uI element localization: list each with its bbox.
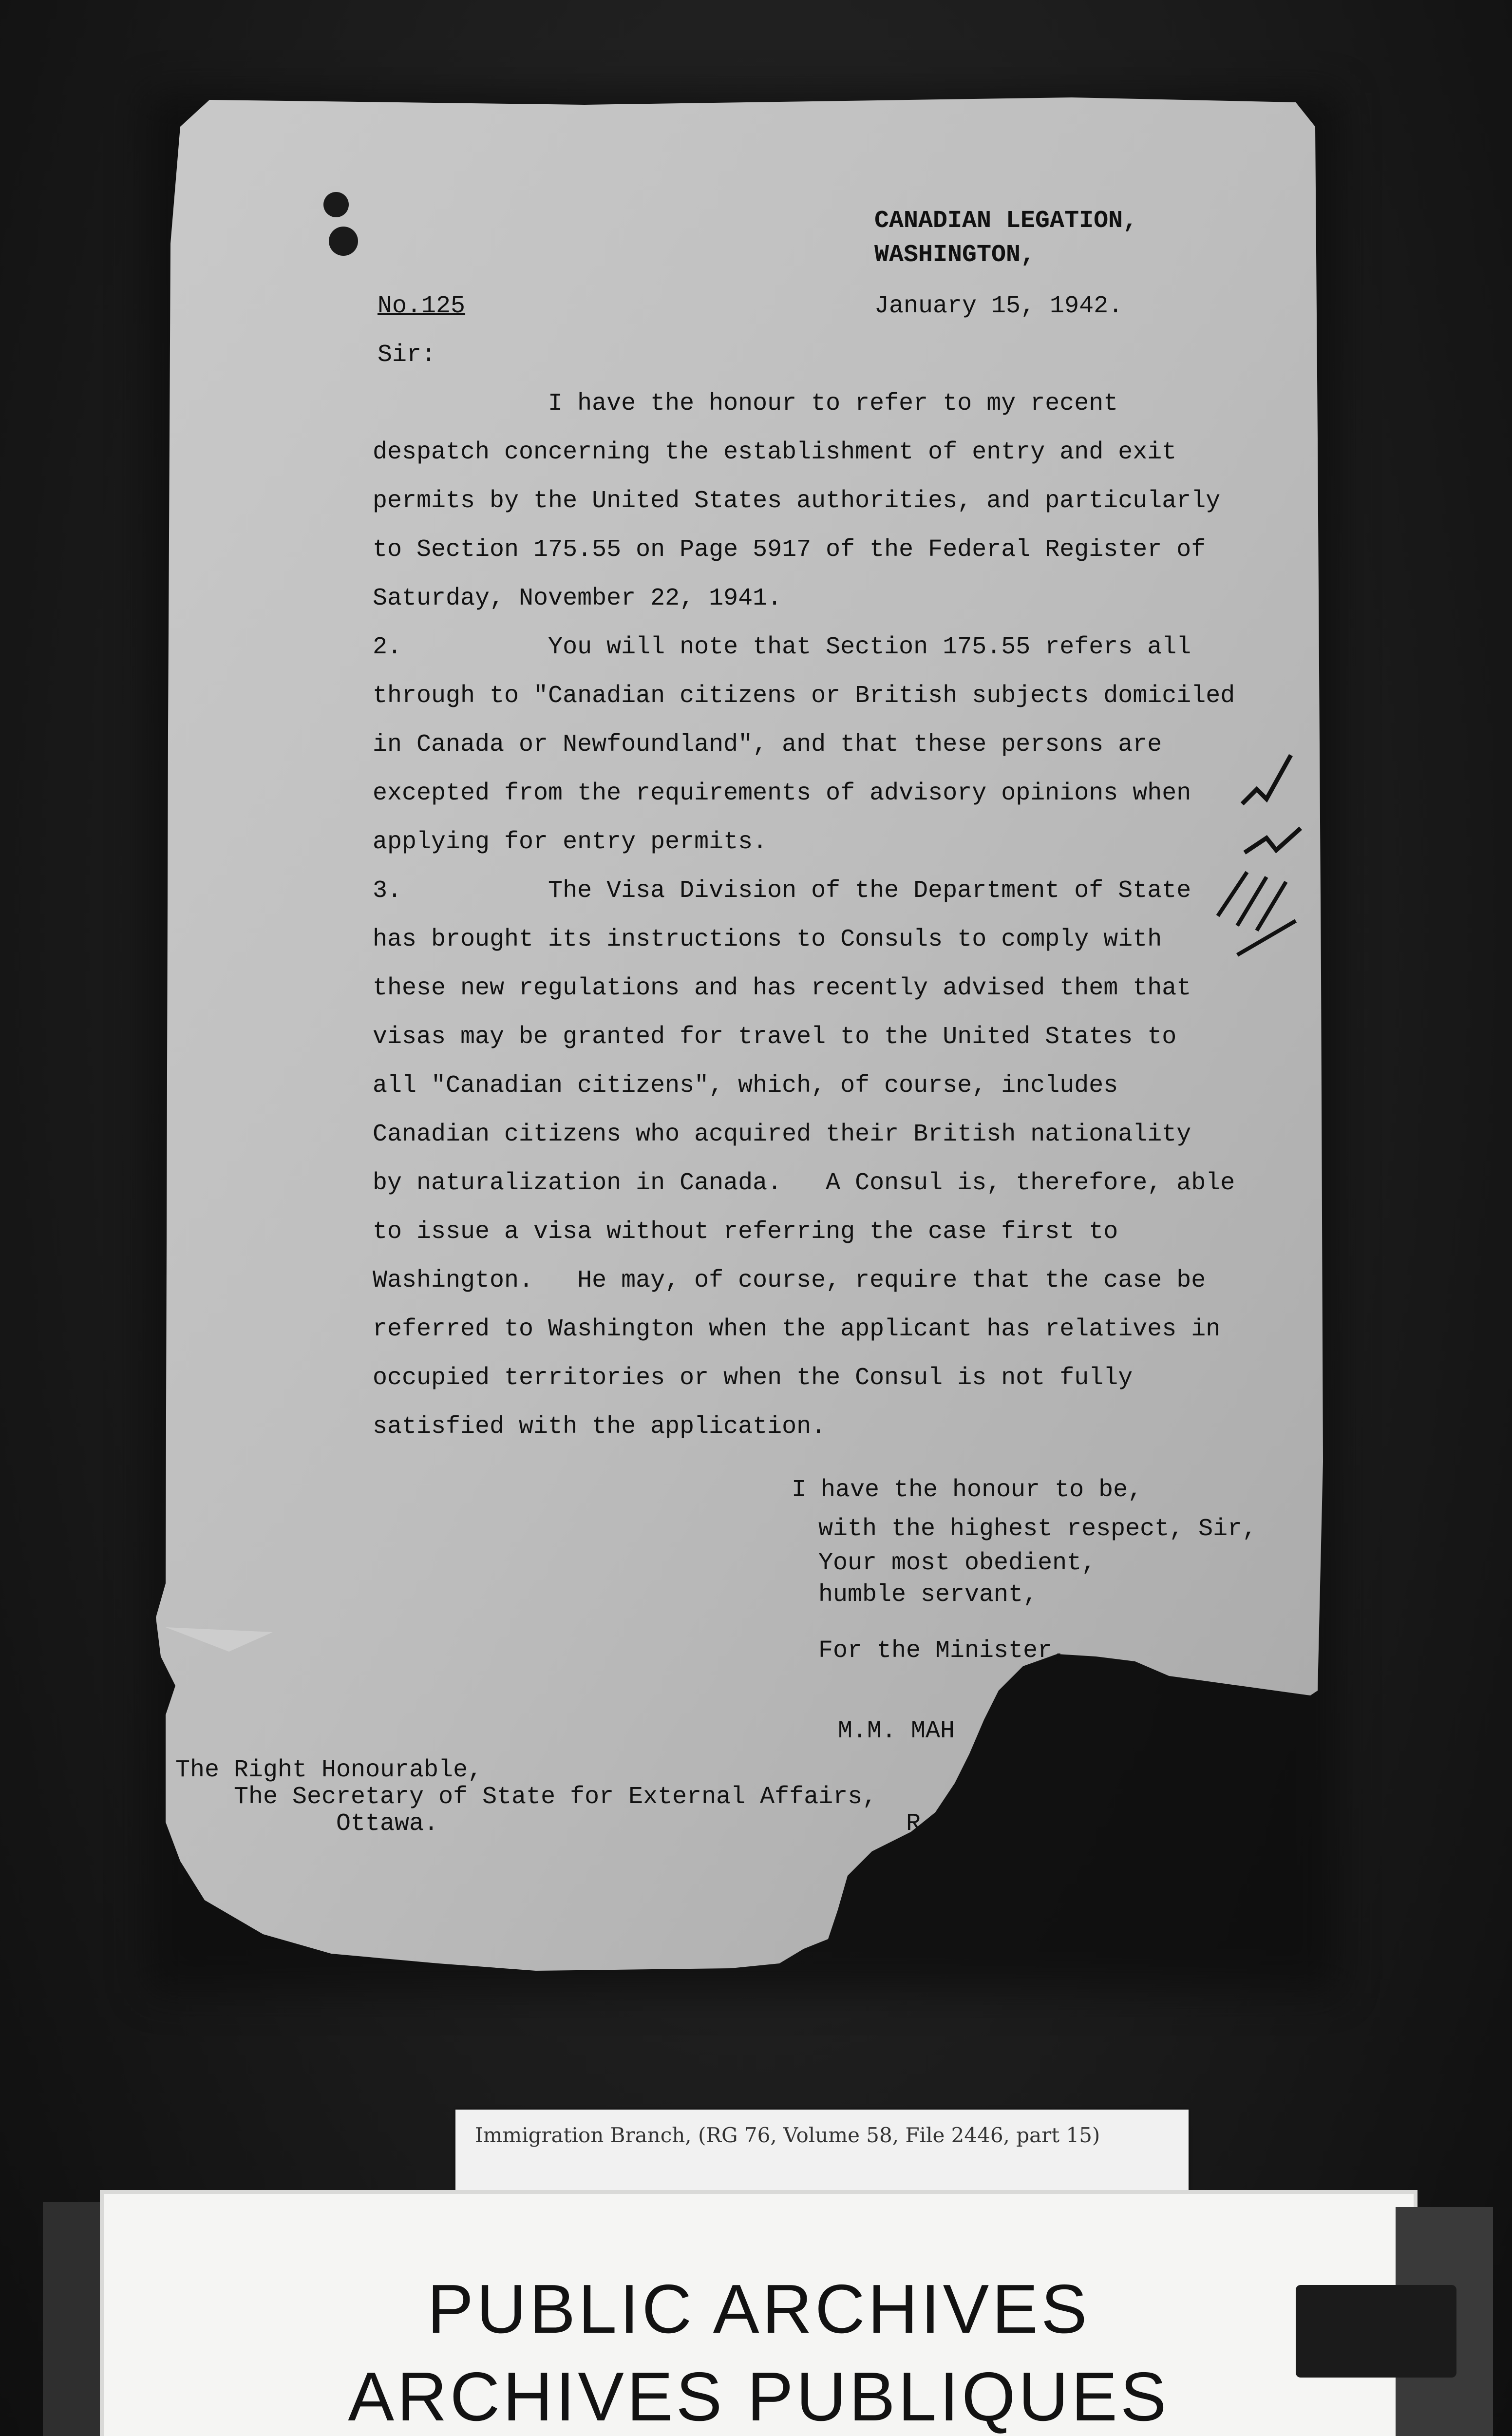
letter-date: January 15, 1942. [874,292,1123,320]
body-line: 3. The Visa Division of the Department of State [373,877,1191,905]
punch-hole [329,227,358,256]
closing-line: Your most obedient, [818,1549,1096,1577]
addressee-line: The Secretary of State for External Affairs, [234,1783,877,1811]
body-line: Washington. He may, of course, require that the case be [373,1267,1206,1294]
body-line: satisfied with the application. [373,1413,826,1441]
body-line: visas may be granted for travel to the United States to [373,1023,1177,1051]
body-line: applying for entry permits. [373,828,768,856]
addressee-line: The Right Honourable, [175,1756,483,1784]
body-line: Canadian citizens who acquired their British nationality [373,1121,1191,1148]
body-line: permits by the United States authorities, and particularly [373,487,1221,515]
archive-stamp-card [100,2190,1418,2436]
closing-line: For the Minister, [818,1637,1067,1665]
body-line: excepted from the requirements of advisory opinions when [373,780,1191,807]
addressee-line: Ottawa. [336,1810,439,1838]
body-line: I have the honour to refer to my recent [373,390,1118,418]
signatory: M.M. MAH [838,1717,955,1745]
body-line: occupied territories or when the Consul is not fully [373,1364,1133,1392]
body-line: Saturday, November 22, 1941. [373,585,782,612]
body-line: despatch concerning the establishment of entry and exit [373,438,1177,466]
body-line: in Canada or Newfoundland", and that these persons are [373,731,1162,759]
closing-line: with the highest respect, Sir, [818,1515,1257,1543]
body-line: to Section 175.55 on Page 5917 of the Federal Register of [373,536,1206,564]
closing-line: I have the honour to be, [792,1476,1143,1504]
body-line: to issue a visa without referring the case first to [373,1218,1118,1246]
body-line: 2. You will note that Section 175.55 refers all [373,633,1191,661]
archive-title-en: PUBLIC ARCHIVES [427,2270,1090,2348]
closing-line: humble servant, [818,1581,1038,1609]
body-line: by naturalization in Canada. A Consul is, therefore, able [373,1169,1235,1197]
punch-hole [323,192,349,217]
body-line: through to "Canadian citizens or British subjects domiciled [373,682,1235,710]
despatch-number: No.125 [378,292,466,320]
initial: R [906,1810,921,1838]
body-line: has brought its instructions to Consuls to comply with [373,926,1162,953]
letterhead-city: WASHINGTON, [874,241,1036,269]
tape-block [1296,2285,1456,2378]
body-line: referred to Washington when the applicant has relatives in [373,1315,1221,1343]
letterhead-org: CANADIAN LEGATION, [874,207,1138,235]
body-line: these new regulations and has recently advised them that [373,974,1191,1002]
salutation: Sir: [378,341,436,369]
body-line: all "Canadian citizens", which, of course, includes [373,1072,1118,1100]
archive-reference: Immigration Branch, (RG 76, Volume 58, File 2446, part 15) [475,2123,1100,2147]
archive-title-fr: ARCHIVES PUBLIQUES [348,2358,1170,2436]
